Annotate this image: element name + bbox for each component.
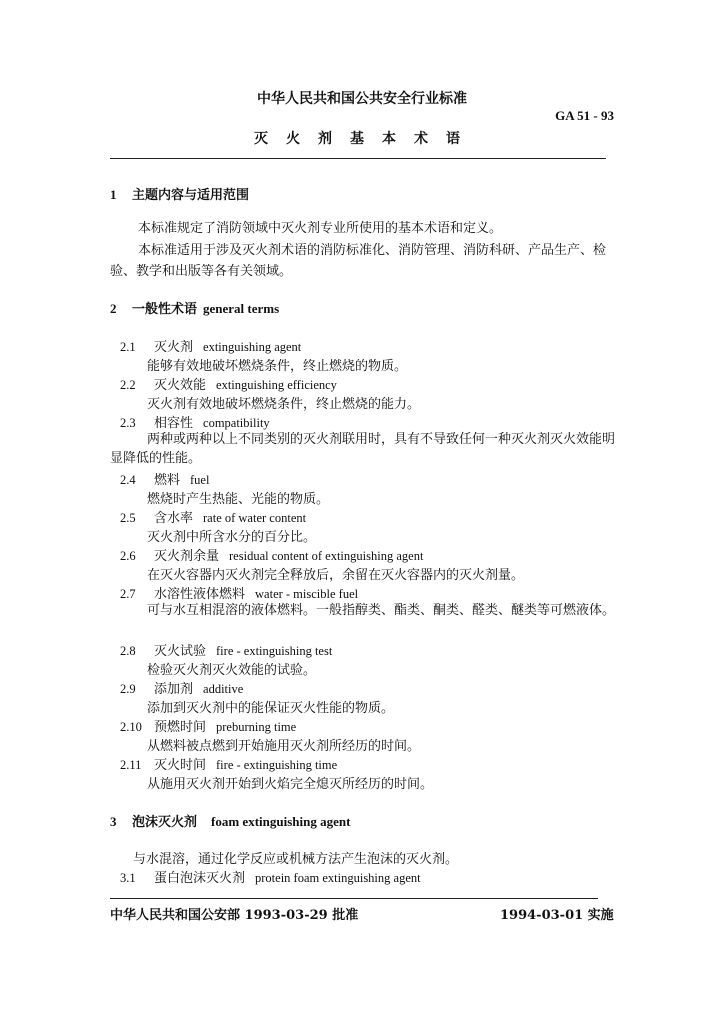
term-definition: 添加到灭火剂中的能保证灭火性能的物质。 [147, 701, 395, 716]
term-number: 2.6 [120, 549, 136, 563]
section-1-para-1: 本标准规定了消防领域中灭火剂专业所使用的基本术语和定义。 [138, 221, 503, 236]
section-2-heading [110, 298, 279, 317]
term-2-8 [110, 640, 332, 659]
term-definition: 两种或两种以上不同类别的灭火剂联用时，具有不导致任何一种灭火剂灭火效能明显降低的性能。 [110, 432, 616, 466]
term-number: 2.2 [120, 378, 136, 392]
section-3-intro: 与水混溶，通过化学反应或机械方法产生泡沫的灭火剂。 [133, 852, 459, 867]
term-definition: 从燃料被点燃到开始施用灭火剂所经历的时间。 [147, 739, 421, 754]
approval-line: 中华人民共和国公安部 1993-03-29 批准 [110, 908, 359, 923]
section-number: 1 [110, 187, 117, 202]
section-number: 2 [110, 301, 117, 316]
term-en: fire - extinguishing time [216, 758, 338, 772]
section-number: 3 [110, 814, 117, 829]
section-3-heading [110, 811, 350, 830]
header-rule [110, 158, 606, 159]
term-number: 2.7 [120, 587, 136, 601]
term-zh: 预燃时间 [154, 720, 207, 735]
term-zh: 灭火剂余量 [154, 549, 220, 564]
section-title-en: foam extinguishing agent [211, 814, 351, 829]
term-zh: 相容性 [154, 416, 194, 431]
footer-rule [110, 898, 598, 899]
term-definition: 在灭火容器内灭火剂完全释放后，余留在灭火容器内的灭火剂量。 [147, 568, 525, 583]
section-title-zh: 泡沫灭火剂 [132, 815, 198, 830]
term-en: additive [203, 682, 244, 696]
term-2-9 [110, 678, 243, 697]
term-2-7 [110, 583, 358, 602]
term-en: residual content of extinguishing agent [229, 549, 424, 563]
term-definition: 从施用灭火剂开始到火焰完全熄灭所经历的时间。 [147, 777, 434, 792]
term-definition: 灭火剂中所含水分的百分比。 [147, 530, 317, 545]
term-definition: 燃烧时产生热能、光能的物质。 [147, 492, 330, 507]
term-2-10 [110, 716, 296, 735]
term-number: 3.1 [120, 871, 136, 885]
org-title: 中华人民共和国公共安全行业标准 [257, 91, 467, 107]
term-en: rate of water content [203, 511, 307, 525]
term-zh: 灭火效能 [154, 378, 207, 393]
term-number: 2.5 [120, 511, 136, 525]
term-number: 2.3 [120, 416, 136, 430]
term-zh: 水溶性液体燃料 [154, 587, 246, 602]
term-2-6 [110, 545, 423, 564]
term-zh: 灭火试验 [154, 644, 207, 659]
section-1-para-2: 本标准适用于涉及灭火剂术语的消防标准化、消防管理、消防科研、产品生产、检验、教学和出版等各有关领域。 [110, 243, 607, 279]
term-en: compatibility [203, 416, 270, 430]
term-number: 2.11 [120, 758, 142, 772]
term-zh: 灭火时间 [154, 758, 207, 773]
term-number: 2.1 [120, 340, 136, 354]
term-zh: 灭火剂 [154, 340, 194, 355]
term-2-2 [110, 374, 337, 393]
section-title: 主题内容与适用范围 [132, 188, 250, 203]
effective-date: 1994-03-01 实施 [500, 908, 614, 923]
term-zh: 蛋白泡沫灭火剂 [154, 871, 246, 886]
term-definition: 能够有效地破坏燃烧条件，终止燃烧的物质。 [147, 359, 408, 374]
section-1-heading [110, 184, 249, 203]
term-definition: 可与水互相混溶的液体燃料。一般指醇类、酯类、酮类、醛类、醚类等可燃液体。 [147, 603, 616, 618]
term-en: protein foam extinguishing agent [255, 871, 421, 885]
term-number: 2.10 [120, 720, 142, 734]
term-en: fuel [190, 473, 210, 487]
section-title-en: general terms [203, 301, 280, 316]
standard-number: GA 51 - 93 [555, 108, 614, 123]
term-2-3 [110, 412, 270, 431]
term-en: extinguishing efficiency [216, 378, 337, 392]
term-2-5 [110, 507, 306, 526]
term-en: extinguishing agent [203, 340, 302, 354]
term-number: 2.8 [120, 644, 136, 658]
term-en: preburning time [216, 720, 297, 734]
term-en: water - miscible fuel [255, 587, 359, 601]
term-zh: 添加剂 [154, 682, 194, 697]
term-en: fire - extinguishing test [216, 644, 333, 658]
term-2-4 [110, 469, 209, 488]
term-definition: 灭火剂有效地破坏燃烧条件，终止燃烧的能力。 [147, 397, 421, 412]
term-2-1 [110, 336, 301, 355]
term-definition: 检验灭火剂灭火效能的试验。 [147, 663, 317, 678]
doc-title: 灭火剂基本术语 [254, 131, 478, 147]
term-zh: 含水率 [154, 511, 194, 526]
term-zh: 燃料 [154, 473, 181, 488]
term-3-1 [110, 867, 421, 886]
section-title-zh: 一般性术语 [132, 302, 198, 317]
term-2-11 [110, 754, 337, 773]
term-number: 2.9 [120, 682, 136, 696]
term-number: 2.4 [120, 473, 136, 487]
